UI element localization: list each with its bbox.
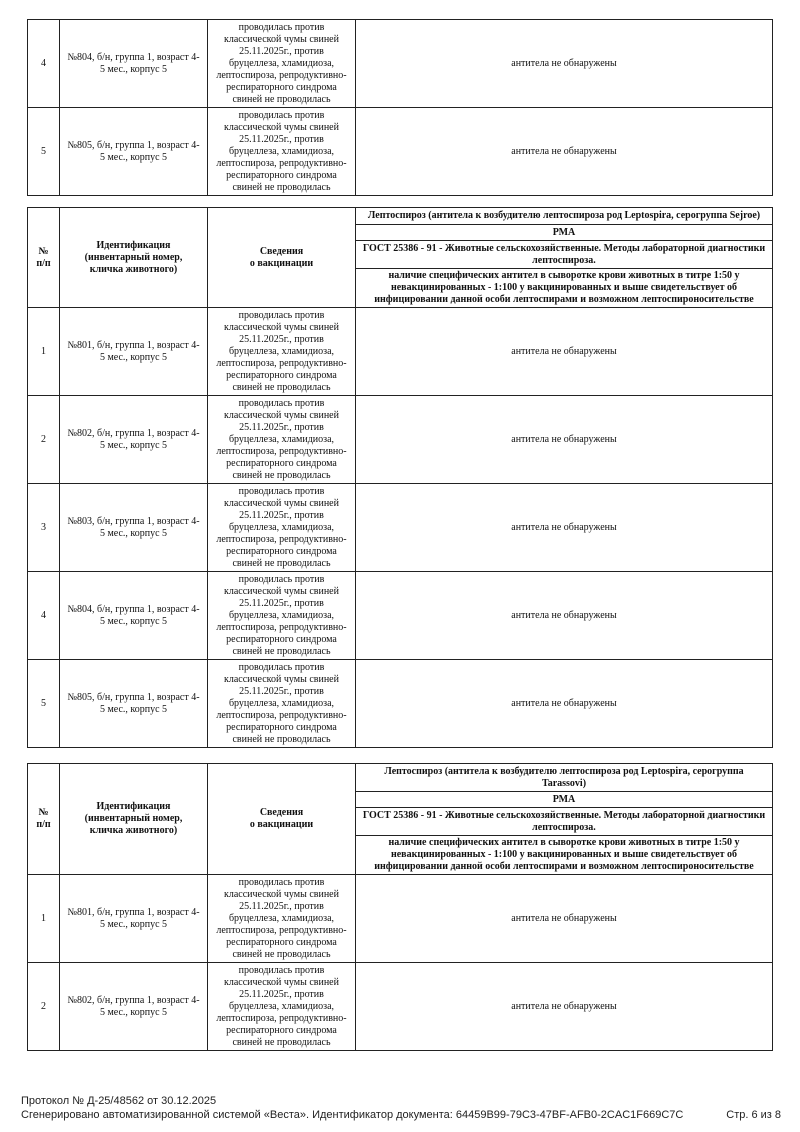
header-identification: Идентификация (инвентарный номер, кличка животного): [60, 208, 208, 308]
table-row: [28, 660, 773, 748]
table-row: [28, 396, 773, 484]
table-row: [28, 963, 773, 1051]
row-number: 2: [28, 963, 60, 1051]
test-standard: ГОСТ 25386 - 91 - Животные сельскохозяйственные. Методы лабораторной диагностики лептоспироза.: [356, 241, 773, 269]
test-result: антитела не обнаружены: [356, 963, 773, 1051]
header-vaccination: Сведения о вакцинации: [208, 764, 356, 875]
table-row: [28, 875, 773, 963]
row-number: 3: [28, 484, 60, 572]
test-criterion: наличие специфических антител в сыворотке крови животных в титре 1:50 у невакцинированных - 1:100 у вакцинированных и выше свидетельствует об инфицировании данной особи лептоспирами и возможном лептоспироносительстве: [356, 269, 773, 308]
vaccination-info: проводилась против классической чумы свиней 25.11.2025г., против бруцеллеза, хламидиоза, лептоспироза, репродуктивно- респираторного синдрома свиней не проводилась: [208, 875, 356, 963]
vaccination-info: проводилась против классической чумы свиней 25.11.2025г., против бруцеллеза, хламидиоза, лептоспироза, репродуктивно- респираторного синдрома свиней не проводилась: [208, 396, 356, 484]
row-number: 1: [28, 875, 60, 963]
animal-identification: №804, б/н, группа 1, возраст 4- 5 мес., корпус 5: [60, 20, 208, 108]
table-leptospira-sejroe: [27, 207, 773, 748]
vaccination-info: проводилась против классической чумы свиней 25.11.2025г., против бруцеллеза, хламидиоза, лептоспироза, репродуктивно- респираторного синдрома свиней не проводилась: [208, 963, 356, 1051]
test-result: антитела не обнаружены: [356, 660, 773, 748]
page-number: Стр. 6 из 8: [726, 1109, 781, 1121]
vaccination-info: проводилась против классической чумы свиней 25.11.2025г., против бруцеллеза, хламидиоза, лептоспироза, репродуктивно- респираторного синдрома свиней не проводилась: [208, 572, 356, 660]
protocol-number: Протокол № Д-25/48562 от 30.12.2025: [21, 1095, 217, 1107]
test-method: РМА: [356, 792, 773, 808]
test-title: Лептоспироз (антитела к возбудителю лептоспироза род Leptospira, серогруппа Tarassovi): [356, 764, 773, 792]
header-identification: Идентификация (инвентарный номер, кличка животного): [60, 764, 208, 875]
animal-identification: №801, б/н, группа 1, возраст 4- 5 мес., корпус 5: [60, 308, 208, 396]
test-criterion: наличие специфических антител в сыворотке крови животных в титре 1:50 у невакцинированных - 1:100 у вакцинированных и выше свидетельствует об инфицировании данной особи лептоспирами и возможном лептоспироносительстве: [356, 836, 773, 875]
test-result: антитела не обнаружены: [356, 572, 773, 660]
vaccination-info: проводилась против классической чумы свиней 25.11.2025г., против бруцеллеза, хламидиоза, лептоспироза, репродуктивно- респираторного синдрома свиней не проводилась: [208, 20, 356, 108]
row-number: 5: [28, 660, 60, 748]
test-result: антитела не обнаружены: [356, 396, 773, 484]
test-title: Лептоспироз (антитела к возбудителю лептоспироза род Leptospira, серогруппа Sejroe): [356, 208, 773, 225]
row-number: 2: [28, 396, 60, 484]
table-row: [28, 20, 773, 108]
test-result: антитела не обнаружены: [356, 308, 773, 396]
header-vaccination: Сведения о вакцинации: [208, 208, 356, 308]
animal-identification: №802, б/н, группа 1, возраст 4- 5 мес., корпус 5: [60, 963, 208, 1051]
vaccination-info: проводилась против классической чумы свиней 25.11.2025г., против бруцеллеза, хламидиоза, лептоспироза, репродуктивно- респираторного синдрома свиней не проводилась: [208, 660, 356, 748]
test-result: антитела не обнаружены: [356, 108, 773, 196]
test-result: антитела не обнаружены: [356, 20, 773, 108]
animal-identification: №802, б/н, группа 1, возраст 4- 5 мес., корпус 5: [60, 396, 208, 484]
row-number: 1: [28, 308, 60, 396]
page-footer: [21, 1094, 781, 1122]
header-number: № п/п: [28, 208, 60, 308]
animal-identification: №804, б/н, группа 1, возраст 4- 5 мес., корпус 5: [60, 572, 208, 660]
test-standard: ГОСТ 25386 - 91 - Животные сельскохозяйственные. Методы лабораторной диагностики лептоспироза.: [356, 808, 773, 836]
animal-identification: №805, б/н, группа 1, возраст 4- 5 мес., корпус 5: [60, 108, 208, 196]
test-method: РМА: [356, 225, 773, 241]
animal-identification: №801, б/н, группа 1, возраст 4- 5 мес., корпус 5: [60, 875, 208, 963]
table-continued: [27, 19, 773, 196]
row-number: 5: [28, 108, 60, 196]
test-result: антитела не обнаружены: [356, 484, 773, 572]
row-number: 4: [28, 572, 60, 660]
table-row: [28, 484, 773, 572]
test-result: антитела не обнаружены: [356, 875, 773, 963]
animal-identification: №805, б/н, группа 1, возраст 4- 5 мес., корпус 5: [60, 660, 208, 748]
vaccination-info: проводилась против классической чумы свиней 25.11.2025г., против бруцеллеза, хламидиоза, лептоспироза, репродуктивно- респираторного синдрома свиней не проводилась: [208, 108, 356, 196]
vaccination-info: проводилась против классической чумы свиней 25.11.2025г., против бруцеллеза, хламидиоза, лептоспироза, репродуктивно- респираторного синдрома свиней не проводилась: [208, 308, 356, 396]
generated-note: Сгенерировано автоматизированной системой «Веста». Идентификатор документа: 64459B99-79C3-47BF-AFB0-2CAC1F669C7C: [21, 1109, 684, 1121]
animal-identification: №803, б/н, группа 1, возраст 4- 5 мес., корпус 5: [60, 484, 208, 572]
header-number: № п/п: [28, 764, 60, 875]
row-number: 4: [28, 20, 60, 108]
table-row: [28, 308, 773, 396]
table-row: [28, 108, 773, 196]
vaccination-info: проводилась против классической чумы свиней 25.11.2025г., против бруцеллеза, хламидиоза, лептоспироза, репродуктивно- респираторного синдрома свиней не проводилась: [208, 484, 356, 572]
table-row: [28, 572, 773, 660]
table-leptospira-tarassovi: [27, 763, 773, 1051]
